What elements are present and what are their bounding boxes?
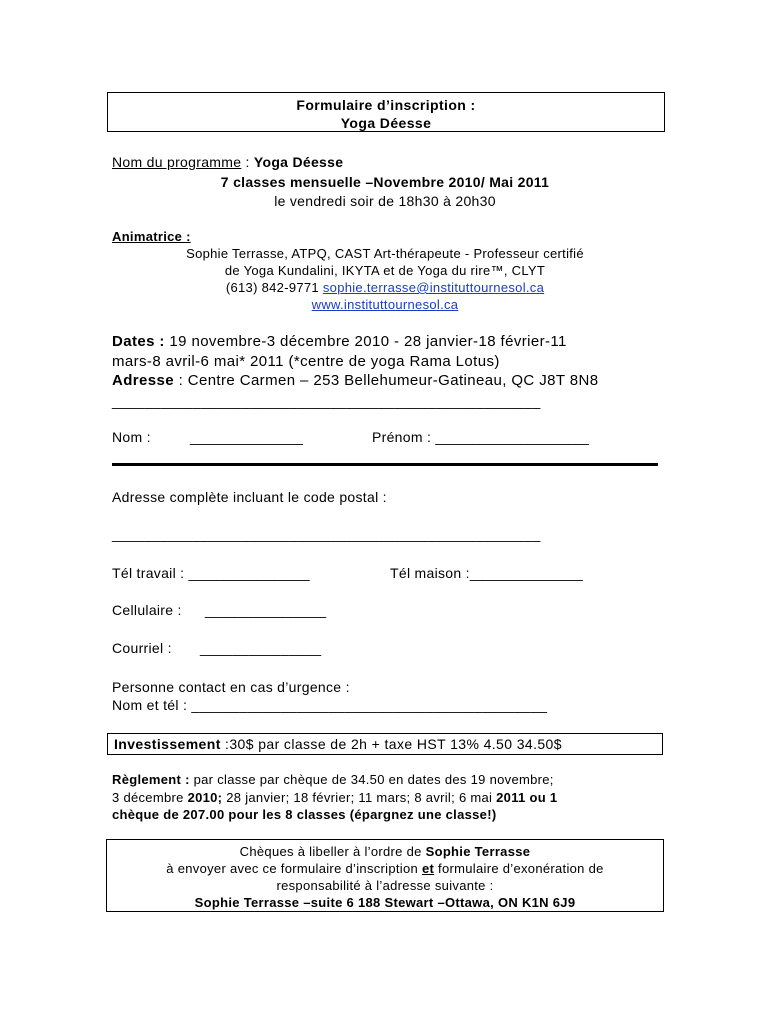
cheques-line2 xyxy=(107,860,663,877)
reglement-line2 xyxy=(112,790,557,805)
adresse-complete-field[interactable]: _____________________________________________________ xyxy=(112,526,541,542)
program-label: Nom du programme xyxy=(112,154,242,170)
separator-line: _____________________________________________________ xyxy=(112,393,541,409)
cellulaire-field[interactable]: _______________ xyxy=(205,602,327,618)
website-link[interactable]: www.instituttournesol.ca xyxy=(311,297,459,312)
animatrice-phone: (613) 842-9771 xyxy=(225,280,323,295)
tel-maison-field[interactable]: Tél maison :______________ xyxy=(390,565,584,581)
form-subtitle: Yoga Déesse xyxy=(340,115,432,131)
cheques-text2b: et xyxy=(421,861,435,876)
adresse-line xyxy=(112,372,598,389)
animatrice-label: Animatrice : xyxy=(112,229,191,244)
investissement-box xyxy=(107,733,663,755)
animatrice-line2: de Yoga Kundalini, IKYTA et de Yoga du rire™, CLYT xyxy=(224,263,546,278)
investissement-label: Investissement xyxy=(114,736,221,752)
reglement-text2c: 28 janvier; 18 février; 11 mars; 8 avril; 6 mai xyxy=(222,790,497,805)
animatrice-contact xyxy=(112,280,658,295)
form-title: Formulaire d’inscription : xyxy=(296,97,476,113)
program-sep: : xyxy=(241,154,254,170)
adresse-value: : Centre Carmen – 253 Bellehumeur-Gatineau, QC J8T 8N8 xyxy=(174,372,599,389)
thick-divider xyxy=(112,463,658,466)
reglement-label: Règlement : xyxy=(112,772,190,787)
courriel-field[interactable]: _______________ xyxy=(200,640,322,656)
contact-urgence-field[interactable]: Nom et tél : ____________________________________________ xyxy=(112,697,548,713)
form-title-box xyxy=(107,92,665,132)
website-line xyxy=(112,297,658,312)
courriel-label: Courriel : xyxy=(112,640,172,656)
tel-travail-field[interactable]: Tél travail : _______________ xyxy=(112,565,310,581)
cellulaire-label: Cellulaire : xyxy=(112,602,182,618)
reglement-line1 xyxy=(112,772,554,787)
reglement-text1: par classe par chèque de 34.50 en dates des 19 novembre; xyxy=(189,772,554,787)
nom-label: Nom : xyxy=(112,429,151,445)
program-schedule: le vendredi soir de 18h30 à 20h30 xyxy=(274,193,496,209)
reglement-text2a: 3 décembre xyxy=(112,790,188,805)
cheques-text2c: formulaire d’exonération de xyxy=(434,861,604,876)
adresse-complete-label: Adresse complète incluant le code postal : xyxy=(112,489,387,505)
cheques-text2a: à envoyer avec ce formulaire d’inscription xyxy=(166,861,422,876)
program-classes: 7 classes mensuelle –Novembre 2010/ Mai 2011 xyxy=(220,174,550,190)
dates-line1 xyxy=(112,333,567,350)
cheques-line3: responsabilité à l’adresse suivante : xyxy=(276,878,494,893)
prenom-field[interactable]: Prénom : ___________________ xyxy=(372,429,590,445)
animatrice-line1: Sophie Terrasse, ATPQ, CAST Art-thérapeute - Professeur certifié xyxy=(186,246,584,261)
reglement-text2b: 2010; xyxy=(187,790,223,805)
program-name: Yoga Déesse xyxy=(253,154,344,170)
nom-field[interactable]: ______________ xyxy=(190,429,304,445)
reglement-line3: chèque de 207.00 pour les 8 classes (épargnez une classe!) xyxy=(112,807,497,822)
cheques-address: Sophie Terrasse –suite 6 188 Stewart –Ottawa, ON K1N 6J9 xyxy=(194,895,576,910)
contact-urgence-label: Personne contact en cas d’urgence : xyxy=(112,679,350,695)
dates-label: Dates : xyxy=(112,333,165,350)
cheques-payee: Sophie Terrasse xyxy=(425,844,531,859)
animatrice-email-link[interactable]: sophie.terrasse@instituttournesol.ca xyxy=(322,280,545,295)
investissement-value: :30$ par classe de 2h + taxe HST 13% 4.50 34.50$ xyxy=(220,736,562,752)
cheques-box xyxy=(106,839,664,912)
dates-value1: 19 novembre-3 décembre 2010 - 28 janvier-18 février-11 xyxy=(164,333,567,350)
cheques-line1 xyxy=(107,843,663,860)
adresse-label: Adresse xyxy=(112,372,175,389)
reglement-text2d: 2011 ou 1 xyxy=(496,790,558,805)
program-line xyxy=(112,154,343,170)
cheques-text1a: Chèques à libeller à l’ordre de xyxy=(239,844,426,859)
dates-line2: mars-8 avril-6 mai* 2011 (*centre de yoga Rama Lotus) xyxy=(112,353,500,370)
